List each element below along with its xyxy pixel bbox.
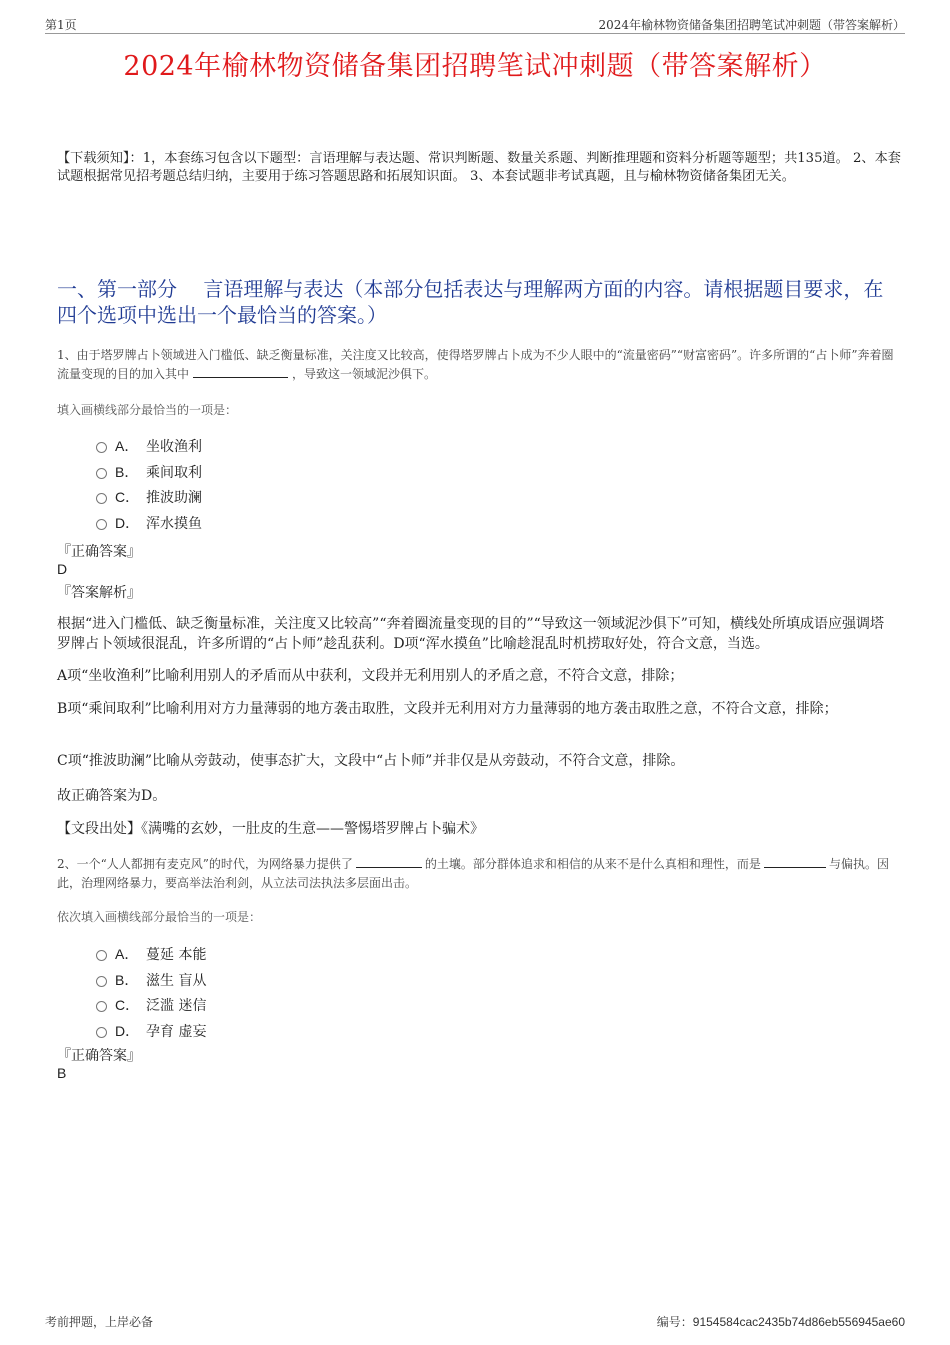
q1-answer-label: 『正确答案』 [57, 544, 141, 560]
q2-option-a[interactable]: A． 蔓延 本能 [96, 944, 206, 964]
q1-analysis-label: 『答案解析』 [57, 585, 141, 601]
question-1-stem [57, 346, 897, 384]
q1-analysis-para-4: C项“推波助澜”比喻从旁鼓动，使事态扩大，文段中“占卜师”并非仅是从旁鼓动，不符合文意，排除。 [57, 753, 685, 769]
q1-answer: D [57, 561, 68, 577]
q1-analysis-para-2: A项“坐收渔利”比喻利用别人的矛盾而从中获利，文段并无利用别人的矛盾之意，不符合文意，排除； [57, 668, 684, 684]
radio-icon[interactable] [96, 1001, 107, 1012]
question-2-blank-2 [764, 855, 826, 868]
question-1-text-b: ，导致这一领域泥沙俱下。 [292, 367, 437, 381]
q1-option-d[interactable]: D． 浑水摸鱼 [96, 513, 202, 533]
radio-icon[interactable] [96, 1027, 107, 1038]
radio-icon[interactable] [96, 442, 107, 453]
question-1-text-a: 1、由于塔罗牌占卜领域进入门槛低、缺乏衡量标准，关注度又比较高，使得塔罗牌占卜成为不少人眼中的“流量密码”“财富密码”。许多所谓的“占卜师”奔着圈流量变现的目的加入其中 [57, 348, 894, 381]
q1-analysis-para-3: B项“乘间取利”比喻利用对方力量薄弱的地方袭击取胜，文段并无利用对方力量薄弱的地方袭击取胜之意，不符合文意，排除； [57, 701, 838, 717]
q2-option-d[interactable]: D． 孕育 虚妄 [96, 1021, 206, 1041]
q1-analysis-para-5: 故正确答案为D。 [57, 788, 167, 804]
q1-analysis-para-1: 根据“进入门槛低、缺乏衡量标准，关注度又比较高”“奔着圈流量变现的目的”“导致这一领域泥沙俱下”可知，横线处所填成语应强调塔罗牌占卜领域很混乱，许多所谓的“占卜师”趁乱获利。D项“浑水摸鱼”比喻趁混乱时机捞取好处，符合文意，当选。 [57, 616, 884, 652]
question-2-blank-1 [356, 855, 422, 868]
q2-option-b[interactable]: B． 滋生 盲从 [96, 970, 206, 990]
q1-option-c[interactable]: C． 推波助澜 [96, 487, 202, 507]
download-notice: 【下载须知】：1，本套练习包含以下题型：言语理解与表达题、常识判断题、数量关系题、判断推理题和资料分析题等题型；共135道。 2、本套试题根据常见招考题总结归纳，主要用于练习答题思路和拓展知识面。 3、本套试题非考试真题，且与榆林物资储备集团无关。 [57, 151, 901, 184]
radio-icon[interactable] [96, 950, 107, 961]
q1-option-b[interactable]: B． 乘间取利 [96, 462, 202, 482]
question-2-stem [57, 855, 897, 893]
q1-source: 【文段出处】《满嘴的玄妙，一肚皮的生意——警惕塔罗牌占卜骗术》 [57, 821, 484, 837]
q2-answer: B [57, 1065, 67, 1081]
footer-slogan: 考前押题，上岸必备 [45, 1315, 154, 1329]
question-2-prompt: 依次填入画横线部分最恰当的一项是： [57, 910, 262, 924]
question-2-text-c: 与偏执。因此，治理网络暴力，要高举法治利剑，从立法司法执法多层面出击。 [57, 857, 889, 890]
radio-icon[interactable] [96, 519, 107, 530]
page-number: 第1页 [45, 18, 77, 32]
q2-option-c[interactable]: C． 泛滥 迷信 [96, 995, 206, 1015]
header-divider [45, 33, 905, 34]
q2-answer-label: 『正确答案』 [57, 1048, 141, 1064]
radio-icon[interactable] [96, 493, 107, 504]
question-2-text-b: 的土壤。部分群体追求和相信的从来不是什么真相和理性，而是 [424, 857, 761, 871]
running-title: 2024年榆林物资储备集团招聘笔试冲刺题（带答案解析） [598, 18, 905, 32]
question-1-blank [193, 365, 288, 378]
document-title: 2024年榆林物资储备集团招聘笔试冲刺题（带答案解析） [123, 51, 827, 82]
q1-option-a[interactable]: A． 坐收渔利 [96, 436, 202, 456]
section-heading: 一、第一部分 言语理解与表达（本部分包括表达与理解两方面的内容。请根据题目要求，在四个选项中选出一个最恰当的答案。） [57, 277, 884, 327]
radio-icon[interactable] [96, 468, 107, 479]
radio-icon[interactable] [96, 976, 107, 987]
question-1-prompt: 填入画横线部分最恰当的一项是： [57, 403, 238, 417]
footer-code: 编号：9154584cac2435b74d86eb556945ae60 [656, 1315, 905, 1329]
question-2-text-a: 2、一个“人人都拥有麦克风”的时代，为网络暴力提供了 [57, 857, 353, 871]
